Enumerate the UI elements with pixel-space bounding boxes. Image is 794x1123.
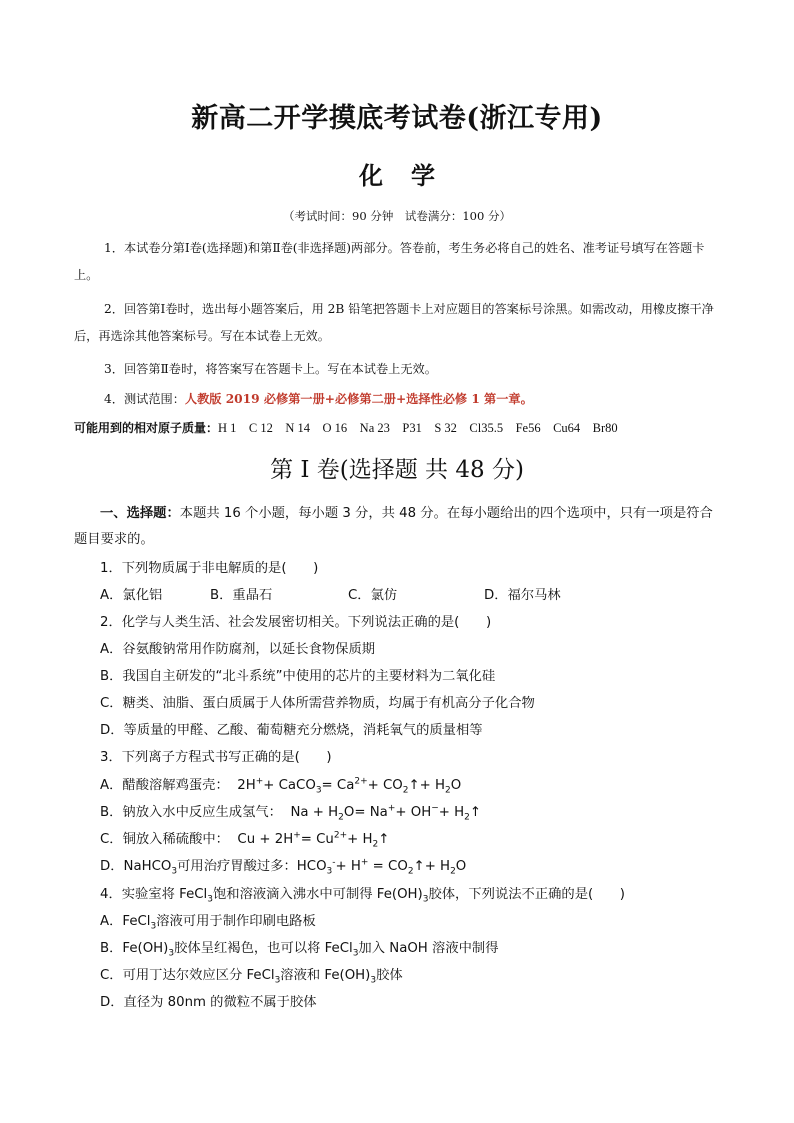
intro-text: 本题共 16 个小题，每小题 3 分，共 48 分。在每小题给出的四个选项中，只有一项是符合题目要求的。 bbox=[74, 506, 713, 547]
q4-option-a: A．FeCl$_3$溶液可用于制作印刷电路板 bbox=[100, 914, 316, 932]
q3-equation-b: $Na + H_2O= Na^++ OH^-+$ $H_2↑$ bbox=[286, 803, 482, 823]
section-intro bbox=[74, 501, 724, 553]
q3-equation-d: $HCO_3^-+ H^+$ = $CO_2↑+ H_2O$ bbox=[296, 857, 467, 877]
q2-option-d: D．等质量的甲醛、乙酸、葡萄糖充分燃烧，消耗氧气的质量相等 bbox=[100, 723, 483, 738]
q3-stem: 3．下列离子方程式书写正确的是( ) bbox=[100, 750, 332, 765]
q3-option-b bbox=[100, 801, 482, 823]
section-title: 第 I 卷(选择题 共 48 分) bbox=[270, 457, 524, 483]
q4-option-a-part1: A．FeCl bbox=[100, 914, 151, 929]
q4-stem-a: 4．实验室将 FeCl bbox=[100, 887, 208, 902]
q1-options bbox=[100, 584, 561, 603]
q3-option-d-label: D．NaHCO bbox=[100, 859, 172, 874]
subject-heading bbox=[0, 156, 794, 191]
q2-option-c: C．糖类、油脂、蛋白质属于人体所需营养物质，均属于有机高分子化合物 bbox=[100, 696, 535, 711]
subject-char-2: 学 bbox=[411, 161, 435, 190]
atomic-mass-line bbox=[74, 418, 618, 436]
q1-stem: 1．下列物质属于非电解质的是( ) bbox=[100, 561, 319, 576]
q4-option-c: C．可用丁达尔效应区分 FeCl$_3$溶液和 $Fe(OH)_3$胶体 bbox=[100, 968, 403, 986]
q3-option-d: D．NaHCO$_3$可用治疗胃酸过多：$HCO_3^-+ H^+$ = $CO_2↑+ H_2O$ bbox=[100, 857, 467, 877]
q4-option-b-part1: B．Fe(OH) bbox=[100, 941, 169, 956]
q4-option-b-part3: 加入 NaOH 溶液中制得 bbox=[358, 941, 499, 956]
q4-stem-b: 饱和溶液滴入沸水中可制得 Fe(OH) bbox=[213, 887, 423, 902]
note-2: 2．回答第Ⅰ卷时，选出每小题答案后，用 2B 铅笔把答题卡上对应题目的答案标号涂黑。如需改动，用橡皮擦干净后，再选涂其他答案标号。写在本试卷上无效。 bbox=[74, 302, 714, 343]
q4-stem: 4．实验室将 FeCl$_3$饱和溶液滴入沸水中可制得 $Fe(OH)_3$胶体，下列说法不正确的是( ) bbox=[100, 887, 625, 905]
q4-option-c-part3: 胶体 bbox=[376, 968, 403, 983]
atomic-mass-label: 可能用到的相对原子质量： bbox=[74, 421, 219, 435]
q4-option-a-part2: 溶液可用于制作印刷电路板 bbox=[156, 914, 316, 929]
q3-option-d-label2: 可用治疗胃酸过多： bbox=[177, 859, 297, 874]
note-3: 3．回答第Ⅱ卷时，将答案写在答题卡上。写在本试卷上无效。 bbox=[104, 362, 437, 376]
note-4-prefix: 4．测试范围： bbox=[104, 392, 185, 406]
q3-option-a bbox=[100, 774, 462, 796]
note-4 bbox=[74, 386, 724, 413]
q1-option-c: C．氯仿 bbox=[348, 588, 398, 603]
note-4-range: 人教版 2019 必修第一册+必修第二册+选择性必修 1 第一章。 bbox=[184, 392, 533, 406]
q3-option-c bbox=[100, 828, 390, 850]
q1-option-a: A．氯化铝 bbox=[100, 588, 163, 603]
q4-option-d: D．直径为 80nm 的微粒不属于胶体 bbox=[100, 995, 317, 1010]
q3-option-a-label: A．醋酸溶解鸡蛋壳： bbox=[100, 778, 229, 793]
page-title: 新高二开学摸底考试卷(浙江专用) bbox=[191, 103, 603, 134]
atomic-mass-values: H 1 C 12 N 14 O 16 Na 23 P31 S 32 Cl35.5 Fe56 Cu64 Br80 bbox=[218, 421, 618, 435]
q4-option-c-part1: C．可用丁达尔效应区分 FeCl bbox=[100, 968, 275, 983]
q2-stem: 2．化学与人类生活、社会发展密切相关。下列说法正确的是( ) bbox=[100, 615, 492, 630]
q4-stem-c: 胶体，下列说法不正确的是( ) bbox=[428, 887, 625, 902]
q3-equation-a: 2H++ CaCO$_3$= $Ca^{2+}+$ $CO_2↑+ H_2O$ bbox=[233, 776, 462, 796]
q3-option-b-label: B．钠放入水中反应生成氢气： bbox=[100, 805, 282, 820]
intro-bold: 一、选择题： bbox=[100, 506, 180, 521]
q3-option-c-label: C．铜放入稀硫酸中： bbox=[100, 832, 229, 847]
subject-char-1: 化 bbox=[359, 161, 383, 190]
q1-option-d: D．福尔马林 bbox=[484, 588, 561, 603]
q2-option-a: A．谷氨酸钠常用作防腐剂，以延长食物保质期 bbox=[100, 642, 376, 657]
note-1: 1．本试卷分第Ⅰ卷(选择题)和第Ⅱ卷(非选择题)两部分。答卷前，考生务必将自己的姓名、准考证号填写在答题卡上。 bbox=[74, 241, 705, 282]
q4-option-c-part2: 溶液和 Fe(OH) bbox=[280, 968, 371, 983]
exam-info: （考试时间：90 分钟 试卷满分：100 分） bbox=[283, 209, 511, 223]
q1-option-b: B．重晶石 bbox=[210, 588, 273, 603]
q4-option-b-part2: 胶体呈红褐色，也可以将 FeCl bbox=[174, 941, 353, 956]
q3-equation-c: $Cu + 2H^+= Cu^{2+}+$ $H_2↑$ bbox=[233, 830, 390, 850]
q4-option-b: B．$Fe(OH)_3$胶体呈红褐色，也可以将 FeCl$_3$加入 NaOH 溶液中制得 bbox=[100, 941, 499, 959]
q2-option-b: B．我国自主研发的“北斗系统”中使用的芯片的主要材料为二氧化硅 bbox=[100, 669, 496, 684]
